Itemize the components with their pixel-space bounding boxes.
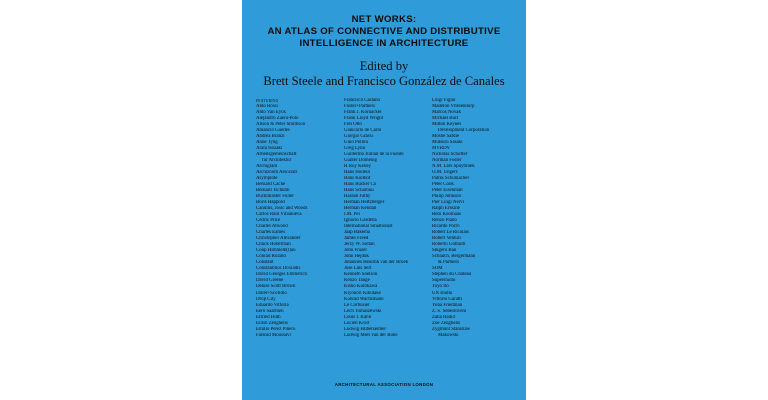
- featured-name: Toyo Ito: [432, 284, 449, 290]
- featured-name: Rem Koolhaas: [432, 212, 461, 218]
- featured-name: Renzo Piano: [432, 218, 457, 224]
- featured-name: Hans Hollein: [344, 170, 370, 176]
- featured-name: Superstudio: [432, 278, 456, 284]
- book-title: [242, 14, 526, 50]
- book-cover: [242, 0, 526, 400]
- featured-name: Ricardo Porro: [432, 224, 460, 230]
- featured-name: Greg Lynn: [344, 146, 366, 152]
- featured-name: UN studio: [432, 290, 453, 296]
- featured-name: Drop City: [256, 296, 276, 302]
- featured-name: Kiyonori Kikutake: [344, 290, 381, 296]
- featured-name: Bernard Tschumi: [256, 188, 290, 194]
- featured-name: Anne Tyng: [256, 140, 278, 146]
- featured-name: Luigi Figini: [432, 98, 456, 103]
- featured-name: Shigeru Ban: [432, 248, 457, 254]
- featured-name: International Situationist: [344, 224, 393, 230]
- featured-name: Foster+Partners: [344, 104, 376, 110]
- featured-name: Hassan Fathy: [344, 194, 371, 200]
- featured-name: Philip Johnson: [432, 194, 461, 200]
- featured-name: I.M. Pei: [344, 212, 360, 218]
- featured-name: Archigram: [256, 164, 278, 170]
- featured-name: Eero Saarinen: [256, 308, 284, 314]
- featured-name: Lucien Kroll: [344, 320, 370, 326]
- featured-name: Robert Venturi: [432, 236, 461, 242]
- featuring-label: FEATURING: [256, 99, 279, 103]
- featured-name: Carlos Raúl Villanueva: [256, 212, 302, 218]
- featured-name: Schlaich, Bergermann: [432, 254, 476, 260]
- featured-name: Zaha Hadid: [432, 314, 455, 320]
- title-line: NET WORKS:: [351, 14, 417, 25]
- featured-name: Giorgio Grassi: [344, 134, 373, 140]
- names-column-3: [432, 98, 518, 339]
- featured-name: Asymptote: [256, 176, 278, 182]
- featured-name: Francisco Castaño: [344, 98, 380, 103]
- featured-name: Aldo Van Eyck: [256, 110, 286, 116]
- featured-name: Coop Himmelb(l)au: [256, 248, 296, 254]
- featured-name: Bernard Cache: [256, 182, 286, 188]
- featured-name: Alison & Peter Smithson: [256, 122, 306, 128]
- featured-name: Frank Lloyd Wright: [344, 116, 384, 122]
- featured-name: Archizoom Associati: [256, 170, 298, 176]
- featured-name: Lech Tomaszewski: [344, 308, 382, 314]
- featured-name: Makowski: [438, 332, 459, 338]
- edited-by-label: Edited by: [359, 59, 409, 73]
- featured-name: Hans Kollhof: [344, 176, 371, 182]
- featured-name: Hans Rucker Co: [344, 182, 377, 188]
- featured-name: Development Corporation: [438, 128, 490, 134]
- featured-name: Chuck Hoberman: [256, 242, 291, 248]
- featured-name: Boris Happold: [256, 200, 285, 206]
- featured-name: Elfried Huth: [256, 314, 281, 320]
- title-line: INTELLIGENCE IN ARCHITECTURE: [299, 38, 469, 49]
- featured-name: O.M. Ungers: [432, 170, 458, 176]
- featured-name: John Hejduk: [344, 254, 369, 260]
- featured-name: Peter Eisenman: [432, 188, 463, 194]
- featured-name: Giancarlo de Carlo: [344, 128, 382, 134]
- featured-name: N.M. Lars Spuybroek: [432, 164, 475, 170]
- featured-name: Ralph Erskine: [432, 206, 460, 212]
- featured-name: Candilis, Josic and Woods: [256, 206, 308, 212]
- featured-name: Ignacio Gardella: [344, 218, 377, 224]
- names-column-2: [344, 98, 432, 339]
- featured-name: & Partners: [438, 260, 460, 266]
- featured-name: Aldo Rossi: [256, 104, 278, 110]
- names-column-1: [256, 98, 344, 339]
- featured-name: Konrad Wachsmann: [344, 296, 384, 302]
- featured-name: Buckminster Fuller: [256, 194, 294, 200]
- featured-name: Eilish Zenghelis: [256, 320, 288, 326]
- featured-name: John Frazer: [344, 248, 367, 254]
- featured-name: Arbeitsgemeinschaft: [256, 152, 297, 158]
- featured-name: Gunter Domenig: [344, 158, 378, 164]
- featured-name: Arata Isozaki: [256, 146, 283, 152]
- featured-name: Constantinos Doxiadis: [256, 266, 301, 272]
- featured-name: Marcos Novak: [432, 110, 461, 116]
- featured-name: David Greene: [256, 278, 284, 284]
- featured-name: Herman Hertzberger: [344, 200, 385, 206]
- featured-name: Constant: [256, 260, 274, 266]
- featured-name: Kenneth Snelson: [344, 272, 378, 278]
- featured-name: H Roy Kelley: [344, 164, 372, 170]
- featured-name: Roberto Gottardi: [432, 242, 466, 248]
- featured-name: Vittorio Garatti: [432, 296, 462, 302]
- featured-name: Ludwig Mies van der Rohe: [344, 332, 398, 338]
- featured-name: SOM: [432, 266, 443, 272]
- featured-name: Kisho Kurokawa: [344, 284, 378, 290]
- featured-name: Johannes Hendrik van der Broek: [344, 260, 409, 266]
- featured-name: James Freed: [344, 236, 369, 242]
- featured-name: Eduardo Vittoria: [256, 302, 289, 308]
- featured-name: Madelon Vriesendorp: [432, 104, 475, 110]
- featured-name: Stephen du Château: [432, 272, 472, 278]
- featured-name: Cedric Price: [256, 218, 281, 224]
- featured-name: für Architektur: [262, 158, 292, 164]
- featured-name: Jaap Bakema: [344, 230, 370, 236]
- featured-name: Patrik Schumacher: [432, 176, 470, 182]
- featured-name: Milton Keynes: [432, 122, 462, 128]
- editors-names: Brett Steele and Francisco González de Canales: [263, 74, 505, 88]
- publisher-name: ARCHITECTURAL ASSOCIATION LONDON: [334, 382, 434, 387]
- featured-name: Pier Luigi Nervi: [432, 200, 465, 206]
- featured-name: Farshid Moussavi: [256, 332, 291, 338]
- featured-name: Moshe Safdie: [432, 134, 460, 140]
- featured-name: Guillermo Jullian de la Fuente: [344, 152, 404, 158]
- featured-names: [256, 98, 518, 339]
- featured-name: Amancio Guedes: [256, 128, 290, 134]
- featured-name: Michael Burt: [432, 116, 458, 122]
- featured-name: Denise Scott Brown: [256, 284, 296, 290]
- featured-name: Herman Kendall: [344, 206, 377, 212]
- featured-name: Diller+Scofidio: [256, 290, 287, 296]
- featured-name: Charles Eames: [256, 230, 286, 236]
- featured-name: Kenzo Tange: [344, 278, 370, 284]
- featured-name: Hans Scharoun: [344, 188, 374, 194]
- featured-name: MVRDV: [432, 146, 451, 152]
- featured-name: Gino Pollini: [344, 140, 369, 146]
- featured-name: Christopher Alexander: [256, 236, 301, 242]
- featured-name: Alejandro Zaera-Polo: [256, 116, 299, 122]
- editor-block: [242, 59, 526, 89]
- featured-name: Frank J. Kornacker: [344, 110, 382, 116]
- featured-name: Jerzy W. Soltan: [344, 242, 375, 248]
- featured-name: Zygmunt Stanislaw: [432, 326, 471, 332]
- featured-name: David Georges Emmerich: [256, 272, 307, 278]
- featured-name: Emilio Perez Piñero: [256, 326, 296, 332]
- featured-name: Peter Cook: [432, 182, 454, 188]
- featured-name: Andrea Branzi: [256, 134, 285, 140]
- featured-name: Jose Luis Sert: [344, 266, 372, 272]
- featured-name: Z. S. Sebestovéni: [432, 308, 467, 314]
- featured-name: Robert Le Ricolais: [432, 230, 469, 236]
- featured-name: Zoe Zenghelis: [432, 320, 461, 326]
- featured-name: Charles Atwood: [256, 224, 288, 230]
- featured-name: Conrad Roland: [256, 254, 286, 260]
- featured-name: Yona Friedman: [432, 302, 463, 308]
- featured-name: Frei Otto: [344, 122, 362, 128]
- featured-name: Mutsuro Sasaki: [432, 140, 463, 146]
- featured-name: Ludwig Hilberseimer: [344, 326, 386, 332]
- featured-name: Norman Foster: [432, 158, 462, 164]
- featured-name: Louis I. Kahn: [344, 314, 372, 320]
- title-line: AN ATLAS OF CONNECTIVE AND DISTRIBUTIVE: [267, 26, 501, 37]
- featured-name: Nicholas Schöffer: [432, 152, 468, 158]
- featured-name: Le Corbusier: [344, 302, 370, 308]
